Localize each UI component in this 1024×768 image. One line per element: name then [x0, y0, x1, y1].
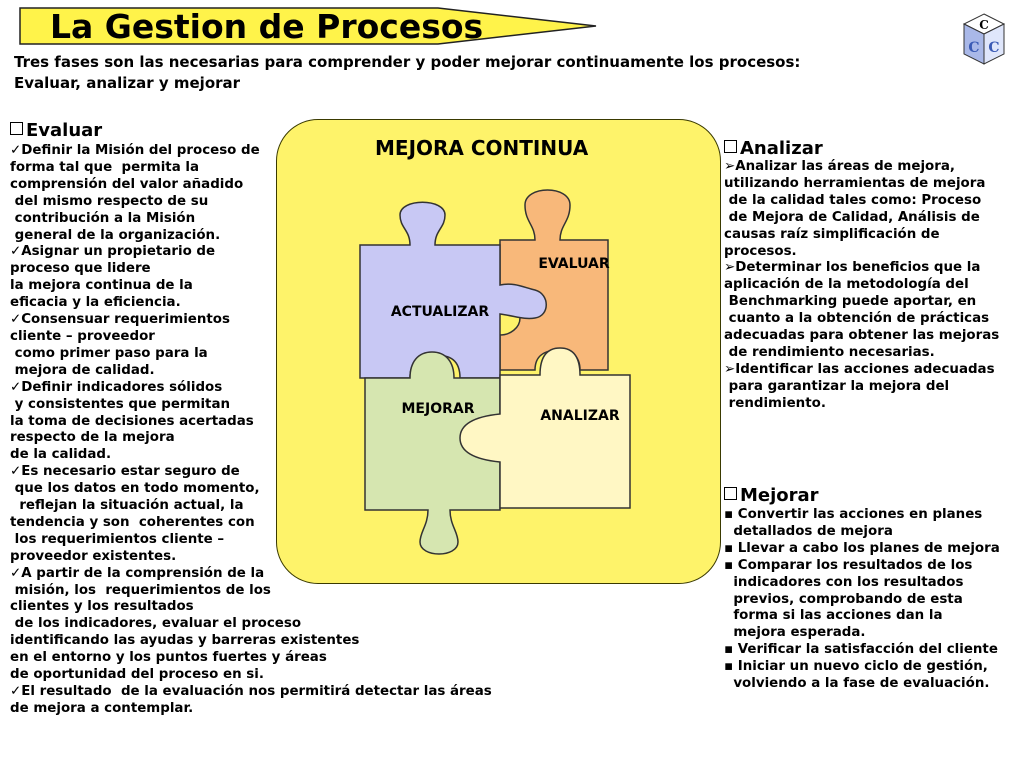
analizar-list-item: ➢Identificar las acciones adecuadas [724, 361, 995, 377]
evaluar-list-item: y consistentes que permitan [10, 396, 231, 412]
evaluar-list-item: que los datos en todo momento, [10, 481, 260, 497]
evaluar-list-item: ✓Consensuar requerimientos [10, 312, 230, 328]
analizar-list-item: de Mejora de Calidad, Análisis de [724, 209, 980, 225]
mejorar-list-item: ▪ Llevar a cabo los planes de mejora [724, 540, 1000, 556]
checkbox-bullet-icon [10, 122, 23, 135]
evaluar-list-item: proveedor existentes. [10, 548, 177, 564]
analizar-list-item: utilizando herramientas de mejora [724, 175, 986, 191]
mejorar-list-item: ▪ Verificar la satisfacción del cliente [724, 642, 998, 658]
analizar-list [724, 159, 999, 413]
evaluar-list [10, 143, 492, 718]
analizar-list-item: ➢Determinar los beneficios que la [724, 260, 981, 276]
evaluar-list-item: de oportunidad del proceso en si. [10, 667, 264, 683]
mejorar-list-item: ▪ Comparar los resultados de los [724, 557, 973, 573]
analizar-list-item: adecuadas para obtener las mejoras [724, 328, 1000, 344]
logo-letter-left: C [968, 40, 980, 56]
evaluar-list-item: de la calidad. [10, 447, 112, 463]
evaluar-list-item: de los indicadores, evaluar el proceso [10, 616, 302, 632]
analizar-list-item: causas raíz simplificación de [724, 226, 940, 242]
evaluar-list-item: ✓Definir la Misión del proceso de [10, 143, 260, 158]
checkbox-bullet-icon [724, 487, 737, 500]
mejorar-heading [724, 485, 819, 506]
subtitle-line: Tres fases son las necesarias para comprender y poder mejorar continuamente los procesos: [14, 53, 801, 71]
puzzle-piece-evaluar [500, 190, 608, 370]
mejorar-list-item: detallados de mejora [724, 523, 893, 539]
logo-letter-right: C [988, 40, 1000, 56]
evaluar-list-item: contribución a la Misión [10, 210, 196, 226]
mejorar-list-item: volviendo a la fase de evaluación. [724, 676, 990, 692]
evaluar-list-item: eficacia y la eficiencia. [10, 295, 181, 311]
puzzle-label-actualizar: ACTUALIZAR [390, 304, 490, 320]
evaluar-list-item: los requerimientos cliente – [10, 531, 225, 547]
evaluar-list-item: como primer paso para la [10, 345, 208, 361]
analizar-heading-label: Analizar [740, 138, 823, 159]
evaluar-list-item: comprensión del valor añadido [10, 176, 244, 192]
analizar-list-item: para garantizar la mejora del [724, 378, 950, 394]
analizar-list-item: rendimiento. [724, 395, 826, 411]
subtitle [14, 52, 974, 94]
evaluar-list-item: ✓A partir de la comprensión de la [10, 565, 265, 581]
analizar-list-item: de rendimiento necesarias. [724, 344, 935, 360]
analizar-list-item: de la calidad tales como: Proceso [724, 192, 982, 208]
evaluar-list-item: de mejora a contemplar. [10, 700, 194, 716]
page-title: La Gestion de Procesos [50, 7, 484, 46]
logo-letter-top: C [979, 18, 989, 32]
evaluar-list-item: la toma de decisiones acertadas [10, 413, 254, 429]
analizar-list-item: procesos. [724, 243, 797, 259]
subtitle-line: Evaluar, analizar y mejorar [14, 74, 241, 92]
mejora-continua-title: MEJORA CONTINUA [375, 136, 589, 160]
evaluar-heading-label: Evaluar [26, 120, 103, 141]
evaluar-list-item: clientes y los resultados [10, 599, 194, 615]
evaluar-list-item: respecto de la mejora [10, 430, 175, 446]
evaluar-list-item: proceso que lidere [10, 261, 151, 277]
evaluar-list-item: ✓Asignar un propietario de [10, 244, 216, 260]
evaluar-list-item: ✓Definir indicadores sólidos [10, 379, 223, 395]
analizar-list-item: cuanto a la obtención de prácticas [724, 311, 990, 327]
evaluar-list-item: forma tal que permita la [10, 159, 200, 175]
puzzle-label-evaluar: EVALUAR [538, 256, 610, 272]
mejorar-list-item: ▪ Iniciar un nuevo ciclo de gestión, [724, 659, 988, 675]
evaluar-list-item: identificando las ayudas y barreras existentes [10, 633, 360, 649]
evaluar-list-item: mejora de calidad. [10, 362, 155, 378]
mejorar-list-item: forma si las acciones dan la [724, 608, 943, 624]
mejorar-list-item: mejora esperada. [724, 625, 866, 641]
evaluar-list-item: tendencia y son coherentes con [10, 514, 255, 530]
evaluar-list-item: ✓El resultado de la evaluación nos permitirá detectar las áreas [10, 684, 492, 699]
evaluar-list-item: la mejora continua de la [10, 278, 193, 294]
analizar-list-item: ➢Analizar las áreas de mejora, [724, 159, 955, 174]
mejorar-list-item: indicadores con los resultados [724, 574, 964, 590]
evaluar-list-item: del mismo respecto de su [10, 193, 209, 209]
analizar-heading [724, 138, 823, 159]
evaluar-list-item: misión, los requerimientos de los [10, 582, 271, 598]
mejorar-list-item: previos, comprobando de esta [724, 591, 963, 607]
evaluar-list-item: ✓Es necesario estar seguro de [10, 464, 240, 480]
checkbox-bullet-icon [724, 140, 737, 153]
evaluar-list-item: general de la organización. [10, 227, 221, 243]
mejorar-list-item: ▪ Convertir las acciones en planes [724, 507, 983, 522]
puzzle-label-analizar: ANALIZAR [540, 408, 620, 424]
analizar-list-item: Benchmarking puede aportar, en [724, 294, 977, 310]
analizar-list-item: aplicación de la metodología del [724, 277, 969, 293]
evaluar-heading [10, 120, 102, 141]
evaluar-list-item: reflejan la situación actual, la [10, 498, 244, 514]
evaluar-list-item: cliente – proveedor [10, 328, 155, 344]
mejorar-list [724, 507, 1000, 693]
evaluar-list-item: en el entorno y los puntos fuertes y áreas [10, 650, 327, 666]
mejorar-heading-label: Mejorar [740, 485, 819, 506]
puzzle-label-mejorar: MEJORAR [401, 401, 475, 417]
